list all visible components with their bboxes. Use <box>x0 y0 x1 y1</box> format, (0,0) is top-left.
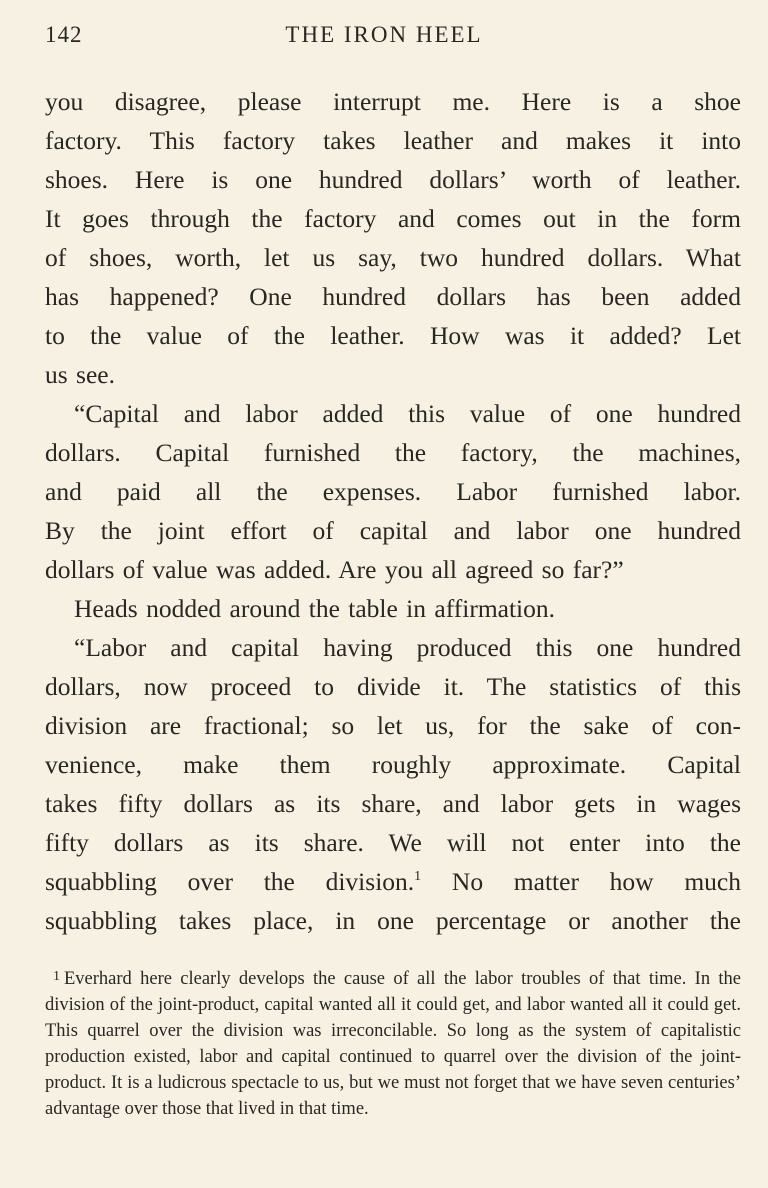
text-line: takes fifty dollars as its share, and labor gets in wages <box>45 789 741 818</box>
page-number: 142 <box>45 22 83 47</box>
text-line: By the joint effort of capital and labor one hundred <box>45 516 741 545</box>
text-line: has happened? One hundred dollars has been added <box>45 282 741 311</box>
text-line: fifty dollars as its share. We will not enter into the <box>45 828 741 857</box>
text-line: factory. This factory takes leather and makes it into <box>45 126 741 155</box>
text-line: you disagree, please interrupt me. Here is a shoe <box>45 87 741 116</box>
body-text <box>45 82 741 940</box>
text-line: “Capital and labor added this value of one hundred <box>74 399 741 428</box>
text-line: venience, make them roughly approximate. Capital <box>45 750 741 779</box>
text-line: dollars. Capital furnished the factory, the machines, <box>45 438 741 467</box>
running-head <box>45 22 723 56</box>
footnote-marker: 1 <box>53 969 60 984</box>
text-line <box>45 862 741 901</box>
footnotes <box>45 964 741 1122</box>
text-line: “Labor and capital having produced this one hundred <box>74 633 741 662</box>
footnote <box>45 964 741 1122</box>
running-title: THE IRON HEEL <box>285 22 483 47</box>
footnote-reference[interactable]: 1 <box>414 869 422 884</box>
text-fragment: No matter how much <box>421 867 741 896</box>
text-line: dollars of value was added. Are you all agreed so far?” <box>45 555 624 584</box>
text-line: squabbling takes place, in one percentage or another the <box>45 906 741 935</box>
text-line: us see. <box>45 360 115 389</box>
text-line: of shoes, worth, let us say, two hundred dollars. What <box>45 243 741 272</box>
text-line: division are fractional; so let us, for the sake of con- <box>45 711 741 740</box>
footnote-text: Everhard here clearly develops the cause of all the labor troubles of that time. In the division of the joint-product, capital wanted all it could get, and labor wanted all it could get. This quarrel over the division was irreconcilable. So long as the system of capitalistic production existed, labor and capital continued to quarrel over the division of the joint-product. It is a ludicrous spectacle to us, but we must not forget that we have seven centuries’ advantage over those that lived in that time. <box>45 969 741 1119</box>
text-line: It goes through the factory and comes out in the form <box>45 204 741 233</box>
text-line: Heads nodded around the table in affirmation. <box>74 594 556 623</box>
text-line: to the value of the leather. How was it added? Let <box>45 321 741 350</box>
text-line: shoes. Here is one hundred dollars’ worth of leather. <box>45 165 741 194</box>
text-line: and paid all the expenses. Labor furnished labor. <box>45 477 741 506</box>
text-fragment: squabbling over the division. <box>45 867 415 896</box>
text-line: dollars, now proceed to divide it. The statistics of this <box>45 672 741 701</box>
